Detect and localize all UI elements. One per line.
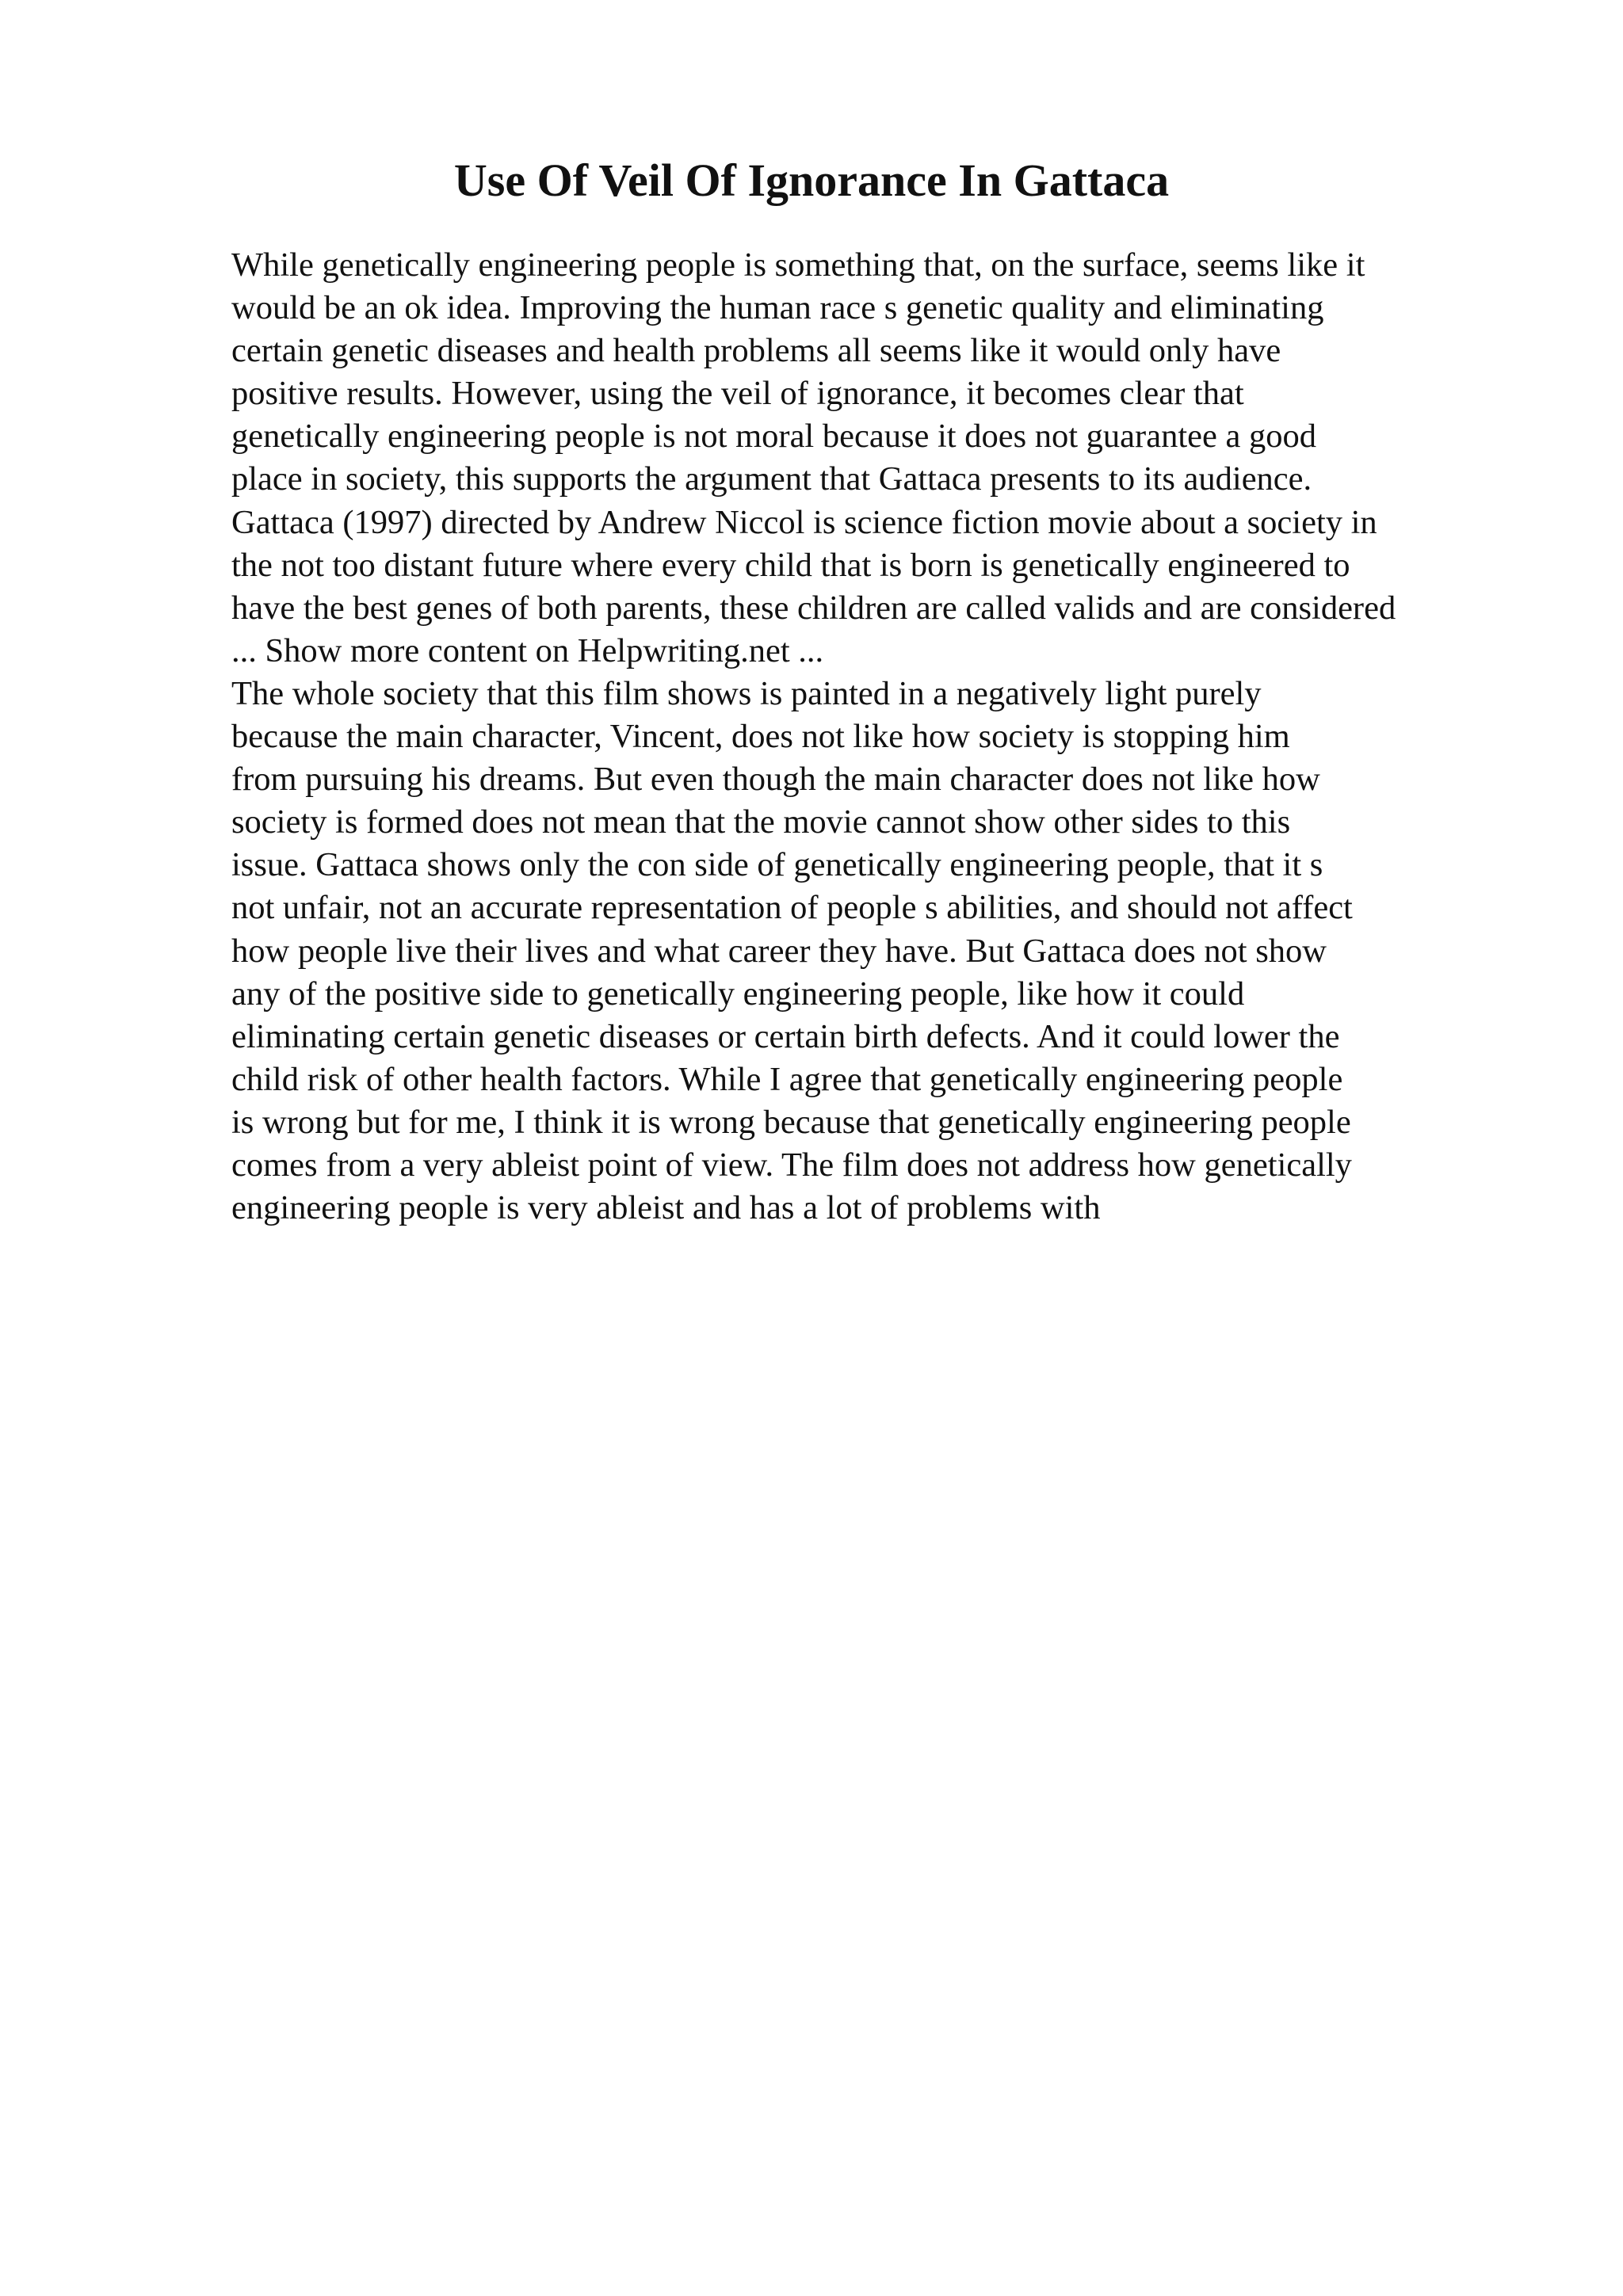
text-line: positive results. However, using the veil of ignorance, it becomes clear that (231, 375, 1244, 413)
essay-body (231, 244, 1594, 1230)
text-line: engineering people is very ableist and has a lot of problems with (231, 1189, 1101, 1227)
text-line: child risk of other health factors. While I agree that genetically engineering people (231, 1060, 1343, 1098)
text-line: because the main character, Vincent, does not like how society is stopping him (231, 718, 1290, 756)
text-line: the not too distant future where every child that is born is genetically engineered to (231, 546, 1350, 584)
text-line: would be an ok idea. Improving the human race s genetic quality and eliminating (231, 289, 1324, 327)
text-line: Gattaca (1997) directed by Andrew Niccol is science fiction movie about a society in (231, 503, 1377, 541)
text-line: any of the positive side to genetically engineering people, like how it could (231, 974, 1245, 1013)
text-line: While genetically engineering people is something that, on the surface, seems like it (231, 246, 1365, 284)
show-more-link[interactable]: ... Show more content on Helpwriting.net ... (231, 631, 824, 669)
page-title: Use Of Veil Of Ignorance In Gattaca (453, 154, 1170, 206)
text-line: The whole society that this film shows is painted in a negatively light purely (231, 674, 1262, 712)
text-line: place in society, this supports the argument that Gattaca presents to its audience. (231, 460, 1312, 498)
text-line: is wrong but for me, I think it is wrong because that genetically engineering people (231, 1103, 1351, 1141)
text-line: society is formed does not mean that the movie cannot show other sides to this (231, 803, 1291, 841)
text-line: eliminating certain genetic diseases or certain birth defects. And it could lower the (231, 1017, 1340, 1055)
text-line: have the best genes of both parents, these children are called valids and are considered (231, 589, 1396, 627)
text-line: issue. Gattaca shows only the con side of genetically engineering people, that it s (231, 846, 1323, 884)
text-line: from pursuing his dreams. But even though the main character does not like how (231, 761, 1320, 799)
text-line: genetically engineering people is not moral because it does not guarantee a good (231, 418, 1316, 456)
text-line: comes from a very ableist point of view. The film does not address how genetically (231, 1146, 1352, 1184)
text-line: not unfair, not an accurate representation of people s abilities, and should not affect (231, 889, 1353, 927)
text-line: how people live their lives and what career they have. But Gattaca does not show (231, 932, 1327, 970)
text-line: certain genetic diseases and health problems all seems like it would only have (231, 332, 1281, 370)
